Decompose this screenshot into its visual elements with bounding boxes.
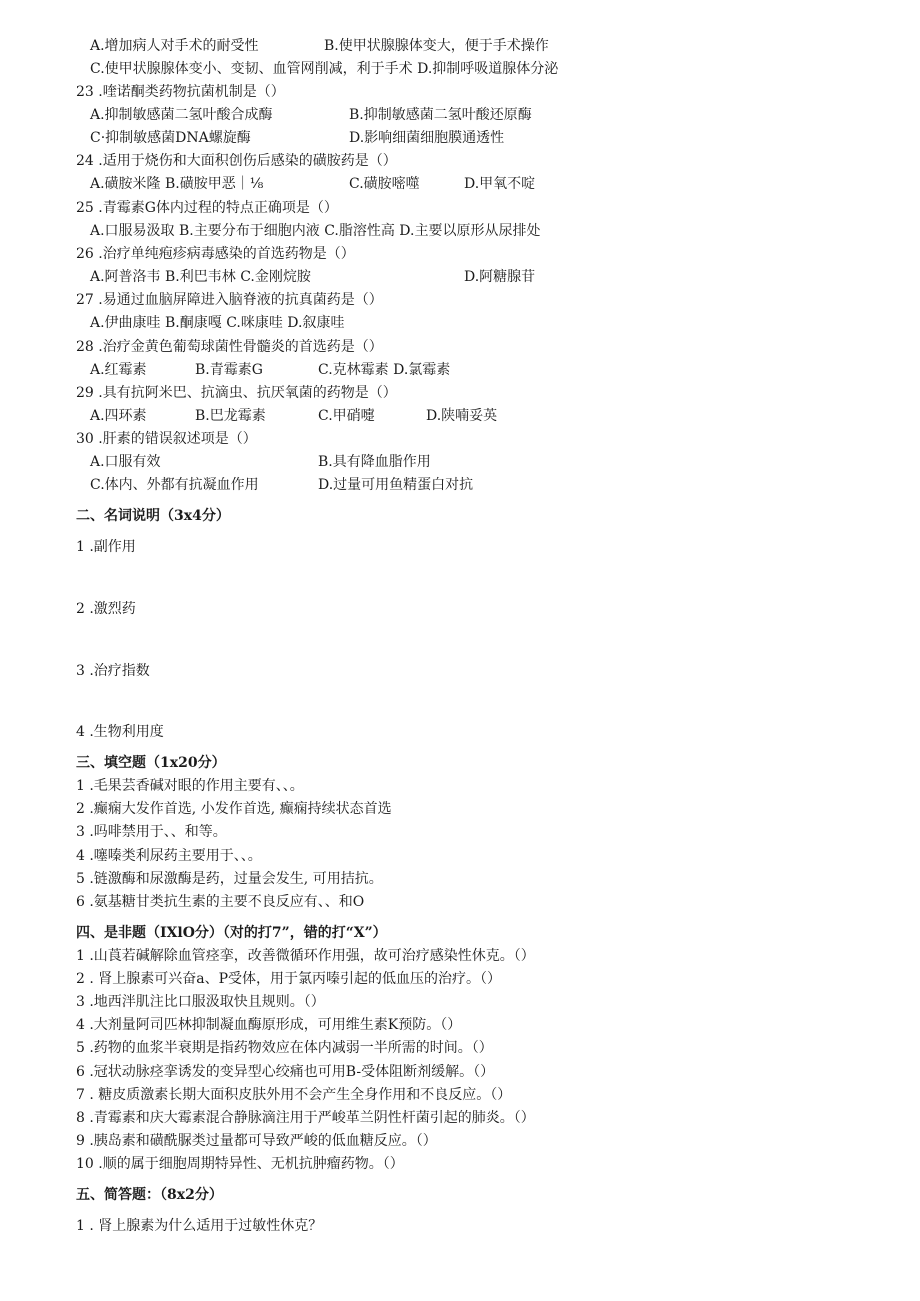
q30-stem: 30 .肝素的错误叙述项是（） [76,431,257,447]
q23-option-b: B.抑制敏感菌二氢叶酸还原酶 [349,107,532,123]
q30-option-a: A.口服有效 [90,454,161,470]
q28-option-a: A.红霉素 [90,362,147,378]
q22-options-cd: C.使甲状腺腺体变小、变韧、血管网削减，利于手术 D.抑制呼吸道腺体分泌 [90,61,559,77]
q29-option-b: B.巴龙霉素 [195,408,266,424]
q29-option-d: D.陕喃妥英 [426,408,498,424]
term-item: 2 .激烈药 [76,601,136,617]
q27-stem: 27 .易通过血脑屏障进入脑脊液的抗真菌药是（） [76,292,383,308]
q23-stem: 23 .喹诺酮类药物抗菌机制是（） [76,84,285,100]
q27-options: A.伊曲康哇 B.酮康嘎 C.咪康哇 D.叙康哇 [90,315,345,331]
section-2-title: 二、名词说明（3x4分） [76,508,230,524]
true-false-item: 9 .胰岛素和磺酰脲类过量都可导致严峻的低血糖反应。（） [76,1133,437,1149]
q25-options: A.口服易汲取 B.主要分布于细胞内液 C.脂溶性高 D.主要以原形从尿排处 [90,223,541,239]
short-answer-item: 1 . 肾上腺素为什么适用于过敏性休克？ [76,1218,323,1234]
q23-option-a: A.抑制敏感菌二氢叶酸合成酶 [90,107,273,123]
q29-option-c: C.甲硝嚏 [318,408,375,424]
fill-item: 2 .癫痫大发作首选, 小发作首选, 癫痫持续状态首选 [76,801,392,817]
fill-item: 6 .氨基糖甘类抗生素的主要不良反应有、、和O [76,894,365,910]
fill-item: 1 .毛果芸香碱对眼的作用主要有、、。 [76,778,304,794]
q24-option-c: C.磺胺嘧噬 [349,176,420,192]
term-item: 4 .生物利用度 [76,724,164,740]
q29-stem: 29 .具有抗阿米巴、抗滴虫、抗厌氧菌的药物是（） [76,385,397,401]
true-false-item: 1 .山莨若碱解除血管痉挛，改善微循环作用强，故可治疗感染性休克。（） [76,948,535,964]
fill-item: 5 .链激酶和尿激酶是药，过量会发生, 可用拮抗。 [76,871,383,887]
q26-stem: 26 .治疗单纯疱疹病毒感染的首选药物是（） [76,246,355,262]
term-item: 3 .治疗指数 [76,663,150,679]
q28-option-b: B.青霉素G [195,362,263,378]
q24-option-d: D.甲氧不啶 [464,176,536,192]
q28-stem: 28 .治疗金黄色葡萄球菌性骨髓炎的首选药是（） [76,339,383,355]
true-false-item: 3 .地西泮肌注比口服汲取快且规则。（） [76,994,325,1010]
true-false-item: 6 .冠状动脉痉挛诱发的变异型心绞痛也可用B-受体阻断剂缓解。（） [76,1064,495,1080]
true-false-item: 8 .青霉素和庆大霉素混合静脉滴注用于严峻革兰阴性杆菌引起的肺炎。（） [76,1110,535,1126]
section-4-title: 四、是非题（IXlO分）（对的打7”，错的打“X”） [76,925,387,941]
true-false-item: 10 .顺的属于细胞周期特异性、无机抗肿瘤药物。（） [76,1156,404,1172]
q23-option-c: C·抑制敏感菌DNA螺旋酶 [90,130,251,146]
q23-option-d: D.影响细菌细胞膜通透性 [349,130,505,146]
q30-option-d: D.过量可用鱼精蛋白对抗 [318,477,474,493]
true-false-item: 2 . 肾上腺素可兴奋a、P受体，用于氯丙嗪引起的低血压的治疗。（） [76,971,502,987]
true-false-item: 7 . 糖皮质激素长期大面积皮肤外用不会产生全身作用和不良反应。（） [76,1087,512,1103]
q30-option-b: B.具有降血脂作用 [318,454,431,470]
q22-option-a: A.增加病人对手术的耐受性 [90,38,259,54]
true-false-item: 5 .药物的血浆半衰期是指药物效应在体内减弱一半所需的时间。（） [76,1040,493,1056]
q26-option-d: D.阿糖腺苷 [464,269,536,285]
term-item: 1 .副作用 [76,539,136,555]
q28-option-cd: C.克林霉素 D.氯霉素 [318,362,451,378]
section-3-title: 三、填空题（1x20分） [76,755,226,771]
fill-item: 4 .噻嗪类利尿药主要用于、、。 [76,848,262,864]
q22-option-b: B.使甲状腺腺体变大，便于手术操作 [324,38,549,54]
true-false-item: 4 .大剂量阿司匹林抑制凝血酶原形成，可用维生素K预防。（） [76,1017,462,1033]
q25-stem: 25 .青霉素G体内过程的特点正确项是（） [76,200,338,216]
q26-option-abc: A.阿普洛韦 B.利巴韦林 C.金刚烷胺 [90,269,311,285]
q29-option-a: A.四环素 [90,408,147,424]
q24-option-ab: A.磺胺米隆 B.磺胺甲恶｜⅛ [90,176,264,192]
q30-option-c: C.体内、外都有抗凝血作用 [90,477,259,493]
fill-item: 3 .吗啡禁用于、、和等。 [76,824,227,840]
q24-stem: 24 .适用于烧伤和大面积创伤后感染的磺胺药是（） [76,153,397,169]
section-5-title: 五、简答题：（8x2分） [76,1187,223,1203]
